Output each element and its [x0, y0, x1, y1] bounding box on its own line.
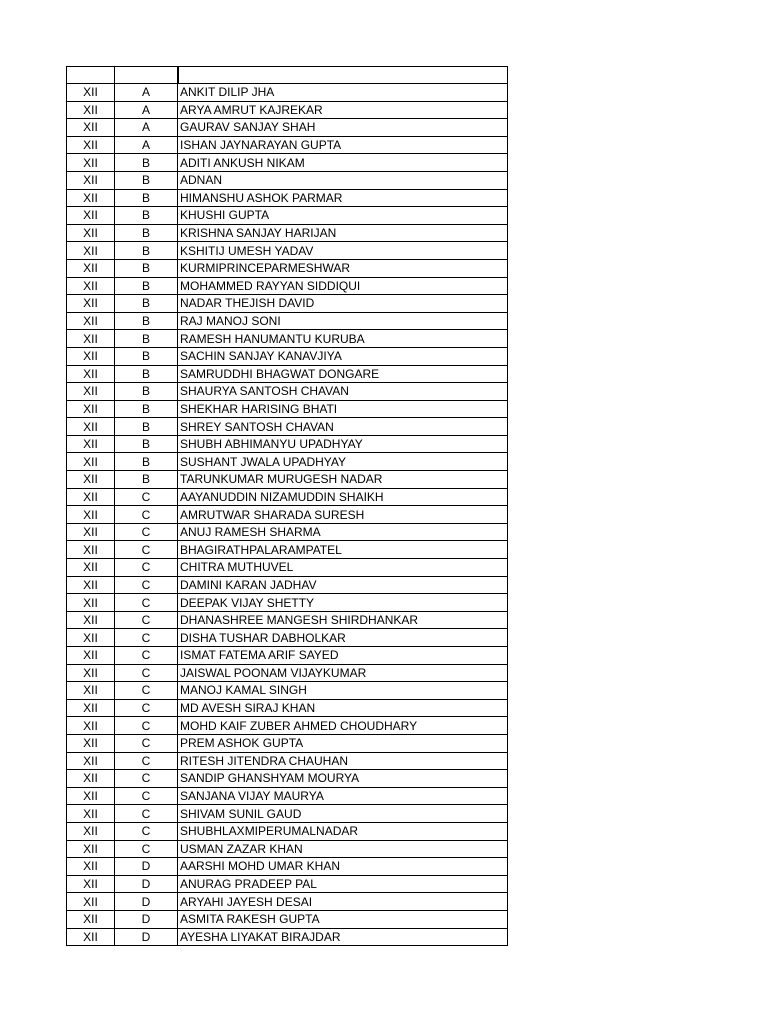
- student-name-cell[interactable]: RITESH JITENDRA CHAUHAN: [178, 752, 508, 770]
- division-cell[interactable]: A: [115, 84, 178, 102]
- student-name-cell[interactable]: ISMAT FATEMA ARIF SAYED: [178, 647, 508, 665]
- class-cell[interactable]: XII: [67, 910, 115, 928]
- student-name-cell[interactable]: GAURAV SANJAY SHAH: [178, 119, 508, 137]
- class-cell[interactable]: XII: [67, 576, 115, 594]
- division-cell[interactable]: B: [115, 330, 178, 348]
- table-row: [67, 840, 508, 858]
- header-row: [67, 67, 508, 84]
- division-cell[interactable]: C: [115, 770, 178, 788]
- division-cell[interactable]: B: [115, 259, 178, 277]
- class-cell[interactable]: XII: [67, 365, 115, 383]
- student-name-cell[interactable]: ARYAHI JAYESH DESAI: [178, 893, 508, 911]
- division-cell[interactable]: B: [115, 277, 178, 295]
- division-cell[interactable]: B: [115, 312, 178, 330]
- class-cell[interactable]: XII: [67, 400, 115, 418]
- student-name-cell[interactable]: ASMITA RAKESH GUPTA: [178, 910, 508, 928]
- class-cell[interactable]: XII: [67, 277, 115, 295]
- class-cell[interactable]: XII: [67, 506, 115, 524]
- student-name-cell[interactable]: SHUBHLAXMIPERUMALNADAR: [178, 822, 508, 840]
- class-cell[interactable]: XII: [67, 312, 115, 330]
- class-cell[interactable]: XII: [67, 822, 115, 840]
- division-cell[interactable]: D: [115, 928, 178, 946]
- class-cell[interactable]: XII: [67, 418, 115, 436]
- division-cell[interactable]: B: [115, 224, 178, 242]
- student-name-cell[interactable]: ANUJ RAMESH SHARMA: [178, 523, 508, 541]
- table-row: [67, 928, 508, 946]
- division-cell[interactable]: A: [115, 101, 178, 119]
- table-row: [67, 365, 508, 383]
- student-name-cell[interactable]: TARUNKUMAR MURUGESH NADAR: [178, 471, 508, 489]
- division-cell[interactable]: A: [115, 136, 178, 154]
- class-cell[interactable]: XII: [67, 858, 115, 876]
- student-name-cell[interactable]: SHEKHAR HARISING BHATI: [178, 400, 508, 418]
- header-cell-name[interactable]: [178, 67, 508, 84]
- student-name-cell[interactable]: SHAURYA SANTOSH CHAVAN: [178, 383, 508, 401]
- table-row: [67, 488, 508, 506]
- table-row: [67, 647, 508, 665]
- student-name-cell[interactable]: SHUBH ABHIMANYU UPADHYAY: [178, 435, 508, 453]
- division-cell[interactable]: B: [115, 418, 178, 436]
- division-cell[interactable]: D: [115, 875, 178, 893]
- table-row: [67, 594, 508, 612]
- class-cell[interactable]: XII: [67, 893, 115, 911]
- class-cell[interactable]: XII: [67, 541, 115, 559]
- table-row: [67, 717, 508, 735]
- table-row: [67, 787, 508, 805]
- class-cell[interactable]: XII: [67, 664, 115, 682]
- division-cell[interactable]: C: [115, 822, 178, 840]
- division-cell[interactable]: B: [115, 189, 178, 207]
- class-cell[interactable]: XII: [67, 875, 115, 893]
- class-cell[interactable]: XII: [67, 928, 115, 946]
- division-cell[interactable]: B: [115, 207, 178, 225]
- student-name-cell[interactable]: MD AVESH SIRAJ KHAN: [178, 699, 508, 717]
- table-row: [67, 312, 508, 330]
- division-cell[interactable]: C: [115, 629, 178, 647]
- division-cell[interactable]: C: [115, 805, 178, 823]
- division-cell[interactable]: C: [115, 682, 178, 700]
- header-cell-division[interactable]: [115, 67, 178, 84]
- table-row: [67, 734, 508, 752]
- table-row: [67, 523, 508, 541]
- student-name-cell[interactable]: AYESHA LIYAKAT BIRAJDAR: [178, 928, 508, 946]
- division-cell[interactable]: C: [115, 576, 178, 594]
- student-name-cell[interactable]: SANJANA VIJAY MAURYA: [178, 787, 508, 805]
- class-cell[interactable]: XII: [67, 330, 115, 348]
- table-row: [67, 611, 508, 629]
- table-row: [67, 136, 508, 154]
- class-cell[interactable]: XII: [67, 611, 115, 629]
- class-cell[interactable]: XII: [67, 699, 115, 717]
- table-row: [67, 224, 508, 242]
- class-cell[interactable]: XII: [67, 787, 115, 805]
- division-cell[interactable]: D: [115, 893, 178, 911]
- class-cell[interactable]: XII: [67, 840, 115, 858]
- table-row: [67, 910, 508, 928]
- division-cell[interactable]: A: [115, 119, 178, 137]
- class-cell[interactable]: XII: [67, 734, 115, 752]
- division-cell[interactable]: B: [115, 453, 178, 471]
- division-cell[interactable]: B: [115, 400, 178, 418]
- student-list-table: [66, 66, 508, 946]
- student-name-cell[interactable]: MOHD KAIF ZUBER AHMED CHOUDHARY: [178, 717, 508, 735]
- table-row: [67, 400, 508, 418]
- division-cell[interactable]: C: [115, 559, 178, 577]
- student-name-cell[interactable]: ISHAN JAYNARAYAN GUPTA: [178, 136, 508, 154]
- class-cell[interactable]: XII: [67, 84, 115, 102]
- class-cell[interactable]: XII: [67, 383, 115, 401]
- table-row: [67, 330, 508, 348]
- class-cell[interactable]: XII: [67, 259, 115, 277]
- class-cell[interactable]: XII: [67, 717, 115, 735]
- table-row: [67, 893, 508, 911]
- student-name-cell[interactable]: AMRUTWAR SHARADA SURESH: [178, 506, 508, 524]
- table-row: [67, 207, 508, 225]
- student-name-cell[interactable]: PREM ASHOK GUPTA: [178, 734, 508, 752]
- table-row: [67, 453, 508, 471]
- student-name-cell[interactable]: RAJ MANOJ SONI: [178, 312, 508, 330]
- class-cell[interactable]: XII: [67, 488, 115, 506]
- table-row: [67, 347, 508, 365]
- student-name-cell[interactable]: SUSHANT JWALA UPADHYAY: [178, 453, 508, 471]
- student-name-cell[interactable]: NADAR THEJISH DAVID: [178, 295, 508, 313]
- student-name-cell[interactable]: RAMESH HANUMANTU KURUBA: [178, 330, 508, 348]
- student-name-cell[interactable]: DISHA TUSHAR DABHOLKAR: [178, 629, 508, 647]
- student-name-cell[interactable]: KHUSHI GUPTA: [178, 207, 508, 225]
- division-cell[interactable]: C: [115, 541, 178, 559]
- class-cell[interactable]: XII: [67, 189, 115, 207]
- student-name-cell[interactable]: KSHITIJ UMESH YADAV: [178, 242, 508, 260]
- division-cell[interactable]: C: [115, 647, 178, 665]
- table-row: [67, 383, 508, 401]
- division-cell[interactable]: B: [115, 435, 178, 453]
- division-cell[interactable]: C: [115, 594, 178, 612]
- student-name-cell[interactable]: SANDIP GHANSHYAM MOURYA: [178, 770, 508, 788]
- student-name-cell[interactable]: AAYANUDDIN NIZAMUDDIN SHAIKH: [178, 488, 508, 506]
- class-cell[interactable]: XII: [67, 101, 115, 119]
- division-cell[interactable]: C: [115, 840, 178, 858]
- division-cell[interactable]: B: [115, 154, 178, 172]
- division-cell[interactable]: C: [115, 611, 178, 629]
- student-name-cell[interactable]: ADNAN: [178, 171, 508, 189]
- class-cell[interactable]: XII: [67, 559, 115, 577]
- division-cell[interactable]: C: [115, 523, 178, 541]
- division-cell[interactable]: C: [115, 699, 178, 717]
- student-name-cell[interactable]: SAMRUDDHI BHAGWAT DONGARE: [178, 365, 508, 383]
- student-name-cell[interactable]: ANURAG PRADEEP PAL: [178, 875, 508, 893]
- division-cell[interactable]: C: [115, 734, 178, 752]
- student-name-cell[interactable]: BHAGIRATHPALARAMPATEL: [178, 541, 508, 559]
- student-name-cell[interactable]: MANOJ KAMAL SINGH: [178, 682, 508, 700]
- class-cell[interactable]: XII: [67, 682, 115, 700]
- table-row: [67, 629, 508, 647]
- table-row: [67, 506, 508, 524]
- table-row: [67, 875, 508, 893]
- student-name-cell[interactable]: KURMIPRINCEPARMESHWAR: [178, 259, 508, 277]
- class-cell[interactable]: XII: [67, 171, 115, 189]
- table-row: [67, 559, 508, 577]
- student-name-cell[interactable]: JAISWAL POONAM VIJAYKUMAR: [178, 664, 508, 682]
- division-cell[interactable]: D: [115, 858, 178, 876]
- table-row: [67, 418, 508, 436]
- table-row: [67, 664, 508, 682]
- table-row: [67, 295, 508, 313]
- student-name-cell[interactable]: MOHAMMED RAYYAN SIDDIQUI: [178, 277, 508, 295]
- class-cell[interactable]: XII: [67, 453, 115, 471]
- student-name-cell[interactable]: KRISHNA SANJAY HARIJAN: [178, 224, 508, 242]
- table-row: [67, 682, 508, 700]
- table-row: [67, 541, 508, 559]
- class-cell[interactable]: XII: [67, 770, 115, 788]
- class-cell[interactable]: XII: [67, 805, 115, 823]
- student-name-cell[interactable]: DEEPAK VIJAY SHETTY: [178, 594, 508, 612]
- division-cell[interactable]: B: [115, 242, 178, 260]
- class-cell[interactable]: XII: [67, 347, 115, 365]
- division-cell[interactable]: B: [115, 295, 178, 313]
- table-row: [67, 435, 508, 453]
- class-cell[interactable]: XII: [67, 136, 115, 154]
- class-cell[interactable]: XII: [67, 119, 115, 137]
- student-name-cell[interactable]: USMAN ZAZAR KHAN: [178, 840, 508, 858]
- table-row: [67, 171, 508, 189]
- class-cell[interactable]: XII: [67, 471, 115, 489]
- division-cell[interactable]: C: [115, 664, 178, 682]
- division-cell[interactable]: B: [115, 365, 178, 383]
- student-name-cell[interactable]: SACHIN SANJAY KANAVJIYA: [178, 347, 508, 365]
- table-row: [67, 576, 508, 594]
- table-row: [67, 752, 508, 770]
- table-row: [67, 84, 508, 102]
- class-cell[interactable]: XII: [67, 752, 115, 770]
- class-cell[interactable]: XII: [67, 154, 115, 172]
- division-cell[interactable]: C: [115, 787, 178, 805]
- table-row: [67, 770, 508, 788]
- student-name-cell[interactable]: HIMANSHU ASHOK PARMAR: [178, 189, 508, 207]
- division-cell[interactable]: C: [115, 506, 178, 524]
- table-row: [67, 154, 508, 172]
- student-name-cell[interactable]: AARSHI MOHD UMAR KHAN: [178, 858, 508, 876]
- class-cell[interactable]: XII: [67, 242, 115, 260]
- class-cell[interactable]: XII: [67, 224, 115, 242]
- division-cell[interactable]: B: [115, 347, 178, 365]
- table-row: [67, 805, 508, 823]
- student-name-cell[interactable]: ANKIT DILIP JHA: [178, 84, 508, 102]
- table-row: [67, 699, 508, 717]
- division-cell[interactable]: C: [115, 717, 178, 735]
- class-cell[interactable]: XII: [67, 647, 115, 665]
- table-row: [67, 101, 508, 119]
- table-row: [67, 822, 508, 840]
- student-list-body: [67, 67, 508, 946]
- class-cell[interactable]: XII: [67, 523, 115, 541]
- student-name-cell[interactable]: CHITRA MUTHUVEL: [178, 559, 508, 577]
- table-row: [67, 471, 508, 489]
- table-row: [67, 277, 508, 295]
- student-name-cell[interactable]: SHIVAM SUNIL GAUD: [178, 805, 508, 823]
- class-cell[interactable]: XII: [67, 295, 115, 313]
- division-cell[interactable]: B: [115, 171, 178, 189]
- division-cell[interactable]: D: [115, 910, 178, 928]
- student-name-cell[interactable]: ARYA AMRUT KAJREKAR: [178, 101, 508, 119]
- division-cell[interactable]: C: [115, 488, 178, 506]
- student-name-cell[interactable]: DHANASHREE MANGESH SHIRDHANKAR: [178, 611, 508, 629]
- class-cell[interactable]: XII: [67, 435, 115, 453]
- table-row: [67, 189, 508, 207]
- class-cell[interactable]: XII: [67, 594, 115, 612]
- student-name-cell[interactable]: SHREY SANTOSH CHAVAN: [178, 418, 508, 436]
- division-cell[interactable]: C: [115, 752, 178, 770]
- division-cell[interactable]: B: [115, 471, 178, 489]
- class-cell[interactable]: XII: [67, 207, 115, 225]
- table-row: [67, 259, 508, 277]
- student-name-cell[interactable]: DAMINI KARAN JADHAV: [178, 576, 508, 594]
- class-cell[interactable]: XII: [67, 629, 115, 647]
- header-cell-class[interactable]: [67, 67, 115, 84]
- table-row: [67, 858, 508, 876]
- student-name-cell[interactable]: ADITI ANKUSH NIKAM: [178, 154, 508, 172]
- table-row: [67, 242, 508, 260]
- division-cell[interactable]: B: [115, 383, 178, 401]
- table-row: [67, 119, 508, 137]
